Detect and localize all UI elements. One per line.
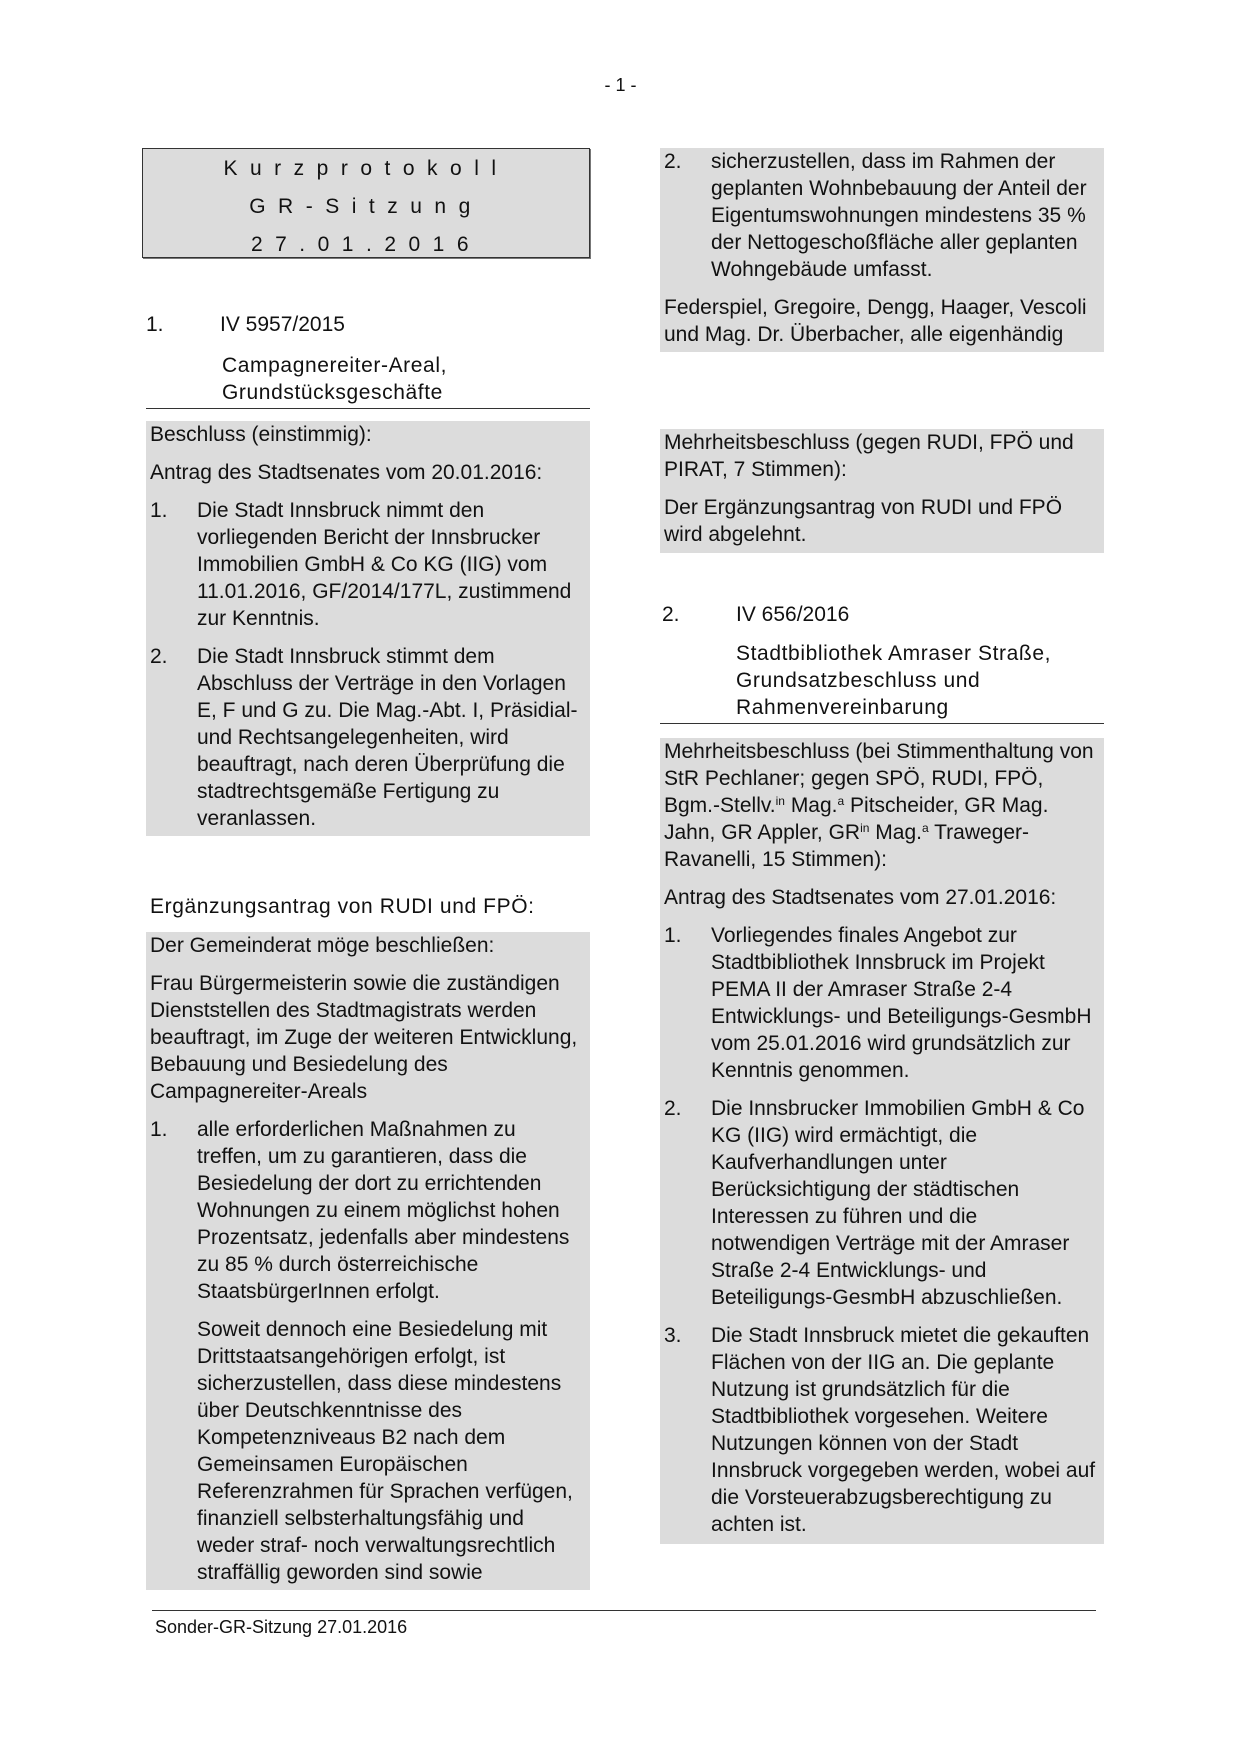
item2-subject: Stadtbibliothek Amraser Straße, Grundsatzbeschluss und Rahmenvereinbarung (736, 642, 1052, 719)
title-box (142, 148, 590, 258)
item1-heading (146, 311, 590, 338)
item1-point-2: 2. Die Stadt Innsbruck stimmt dem Abschluss der Verträge in den Vorlagen E, F und G zu. Die Mag.-Abt. I, Präsidial- und Rechtsangelegenheiten, wird beauftragt, nach deren Überprüfung die stadtrechtsgemäße Fertigung zu veranlassen. (150, 645, 578, 830)
footer-text: Sonder-GR-Sitzung 27.01.2016 (155, 1617, 408, 1637)
amendment-continued-block (660, 148, 1104, 352)
amendment-block (146, 932, 590, 1590)
item2-decision-type: Mehrheitsbeschluss (bei Stimmenthaltung von StR Pechlaner; gegen SPÖ, RUDI, FPÖ, Bgm.-Stellv.$^{in}$ Mag.$^a$ Pitscheider, GR Mag. Jahn, GR Appler, $GR^{in}$ Mag.$^a$ Traweger-Ravanelli, 15 Stimmen): (664, 740, 1094, 871)
amendment-point-1: 1. alle erforderlichen Maßnahmen zu treffen, um zu garantieren, dass die Besiedelung der dort zu errichtenden Wohnungen zu einem möglichst hohen Prozentsatz, jedenfalls aber mindestens zu 85 % durch österreichische StaatsbürgerInnen erfolgt. (150, 1118, 570, 1303)
amendment-text: Frau Bürgermeisterin sowie die zuständigen Dienststellen des Stadtmagistrats werden beauftragt, im Zuge der weiteren Entwicklung, Bebauung und Besiedelung des Campagnereiter-Areals (150, 972, 578, 1103)
page-number: - 1 - (604, 75, 637, 95)
amendment-signatories: Federspiel, Gregoire, Dengg, Haager, Vescoli und Mag. Dr. Überbacher, alle eigenhändig (664, 296, 1087, 346)
item1-decision-block (146, 421, 590, 836)
item2-subject-block (660, 640, 1104, 724)
item1-subject-block (146, 352, 590, 409)
item1-ref: IV 5957/2015 (220, 313, 345, 336)
amendment-point-2: 2. sicherzustellen, dass im Rahmen der geplanten Wohnbebauung der Anteil der Eigentumswohnungen mindestens 35 % der Nettogeschoßfläche aller geplanten Wohngebäude umfasst. (664, 150, 1087, 281)
item2-point-2: 2. Die Innsbrucker Immobilien GmbH & Co KG (IIG) wird ermächtigt, die Kaufverhandlungen unter Berücksichtigung der städtischen Interessen zu führen und die notwendigen Verträge mit der Amraser Straße 2-4 Entwicklungs- und Beteiligungs-GesmbH abzuschließen. (664, 1097, 1085, 1309)
amendment-result-block (660, 429, 1104, 553)
item2-heading (662, 601, 1104, 628)
amendment-result-text: Der Ergänzungsantrag von RUDI und FPÖ wird abgelehnt. (664, 496, 1063, 546)
amendment-result: Mehrheitsbeschluss (gegen RUDI, FPÖ und PIRAT, 7 Stimmen): (664, 431, 1074, 481)
item1-motion: Antrag des Stadtsenates vom 20.01.2016: (150, 461, 543, 484)
title-line-3: 27.01.2016 (250, 233, 482, 256)
amendment-intro: Der Gemeinderat möge beschließen: (150, 934, 495, 957)
amendment-point-1-followup: Soweit dennoch eine Besiedelung mit Drittstaatsangehörigen erfolgt, ist sicherzustellen, dass diese mindestens über Deutschkenntnisse des Kompetenzniveaus B2 nach dem Gemeinsamen Europäischen Referenzrahmen für Sprachen verfügen, finanziell selbsterhaltungsfähig und weder straf- noch verwaltungsrechtlich straffällig geworden sind sowie (197, 1318, 573, 1584)
item2-point-3: 3. Die Stadt Innsbruck mietet die gekauften Flächen von der IIG an. Die geplante Nutzung ist grundsätzlich für die Stadtbibliothek vorgesehen. Weitere Nutzungen können von der Stadt Innsbruck vorgegeben werden, wobei auf die Vorsteuerabzugsberechtigung zu achten ist. (664, 1324, 1096, 1536)
item1-decision-type: Beschluss (einstimmig): (150, 423, 372, 446)
item2-decision-block (660, 738, 1104, 1544)
title-line-2: GR-Sitzung (249, 195, 483, 218)
item2-number: 2. (662, 603, 680, 626)
item1-number: 1. (146, 313, 164, 336)
amendment-heading: Ergänzungsantrag von RUDI und FPÖ: (150, 895, 535, 918)
item2-point-1: 1. Vorliegendes finales Angebot zur Stadtbibliothek Innsbruck im Projekt PEMA II der Amraser Straße 2-4 Entwicklungs- und Beteiligungs-GesmbH vom 25.01.2016 wird grundsätzlich zur Kenntnis genommen. (664, 924, 1092, 1082)
item2-motion: Antrag des Stadtsenates vom 27.01.2016: (664, 886, 1057, 909)
item1-point-1: 1. Die Stadt Innsbruck nimmt den vorliegenden Bericht der Innsbrucker Immobilien GmbH & Co KG (IIG) vom 11.01.2016, GF/2014/177L, zustimmend zur Kenntnis. (150, 499, 572, 630)
footer-rule (152, 1610, 1096, 1611)
item1-subject: Campagnereiter-Areal, Grundstücksgeschäfte (222, 354, 448, 404)
title-line-1: Kurzprotokoll (223, 157, 509, 180)
item2-ref: IV 656/2016 (736, 603, 850, 626)
